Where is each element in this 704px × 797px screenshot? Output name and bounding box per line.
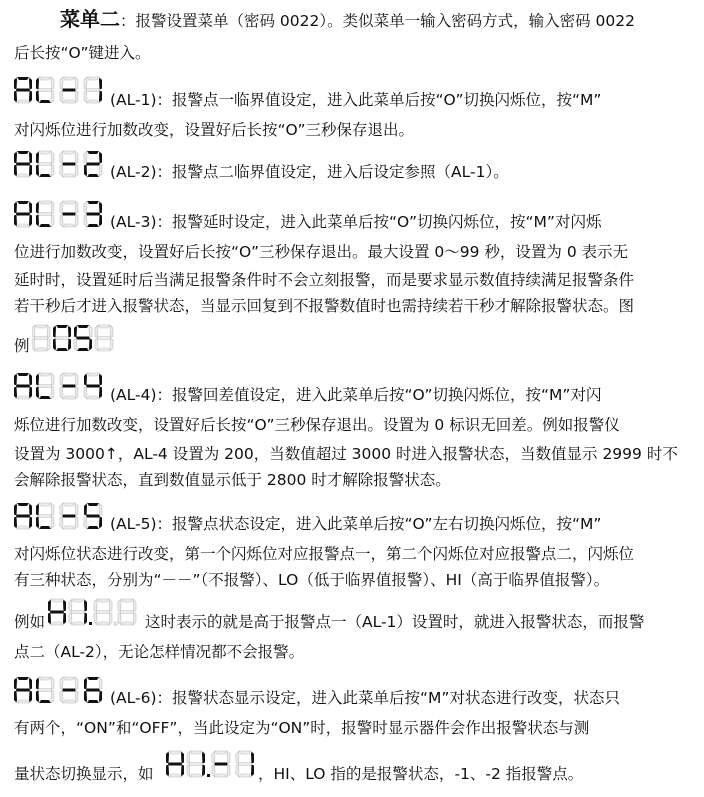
al-3-text-1: (AL-3)：报警延时设定，进入此菜单后按“O”切换闪烁位，按“M”对闪烁 <box>110 213 602 231</box>
al-5-text-1: (AL-5)：报警点状态设定，进入此菜单后按“O”左右切换闪烁位，按“M” <box>110 515 602 533</box>
al-2-text-1: (AL-2)：报警点二临界值设定，进入后设定参照（AL-1）。 <box>110 163 509 181</box>
menu-intro-text: ：报警设置菜单（密码 0022）。类似菜单一输入密码方式，输入密码 0022 <box>120 12 635 30</box>
display-al-3 <box>14 200 106 228</box>
al-3-text-5: 例 <box>14 337 30 355</box>
display-al-6 <box>14 676 106 704</box>
al-5-example-prefix: 例如 <box>14 613 46 631</box>
display-example-05 <box>32 324 116 352</box>
al-6-text-1: (AL-6)：报警状态显示设定，进入此菜单后按“M”对状态进行改变，状态只 <box>110 689 620 707</box>
al-3-text-2: 位进行加数改变，设置好后长按“O”三秒保存退出。最大设置 0～99 秒，设置为 0 表示无 <box>14 243 629 261</box>
menu-intro-line-1 <box>60 9 635 31</box>
al-5-example-text-1: 这时表示的就是高于报警点一（AL-1）设置时，就进入报警状态，而报警 <box>145 613 645 631</box>
al-3-text-4: 若干秒后才进入报警状态，当显示回复到不报警数值时也需持续若干秒才解除报警状态。图 <box>14 297 635 315</box>
menu-intro-line-2: 后长按“O”键进入。 <box>14 44 151 62</box>
al-4-text-1: (AL-4)：报警回差值设定，进入此菜单后按“O”切换闪烁位，按“M”对闪 <box>110 386 602 404</box>
al-4-text-3: 设置为 3000↑，AL-4 设置为 200，当数值超过 3000 时进入报警状态，当数值显示 2999 时不 <box>14 445 678 463</box>
display-al-4 <box>14 372 106 400</box>
al-6-text-3-suffix: ，HI、LO 指的是报警状态，-1、-2 指报警点。 <box>258 765 584 783</box>
al-6-text-2: 有两个，“ON”和“OFF”，当此设定为“ON”时，报警时显示器件会作出报警状态与测 <box>14 719 590 737</box>
al-1-text-2: 对闪烁位进行加数改变，设置好后长按“O”三秒保存退出。 <box>14 121 414 139</box>
display-example-hi <box>48 598 138 626</box>
display-al-2 <box>14 150 106 178</box>
menu-title: 菜单二 <box>60 7 120 31</box>
al-4-text-2: 烁位进行加数改变，设置好后长按“O”三秒保存退出。设置为 0 标识无回差。例如报警仪 <box>14 416 620 434</box>
al-5-example-text-2: 点二（AL-2），无论怎样情况都不会报警。 <box>14 643 305 661</box>
al-5-text-2: 对闪烁位状态进行改变，第一个闪烁位对应报警点一，第二个闪烁位对应报警点二，闪烁位 <box>14 545 635 563</box>
al-1-text-1: (AL-1)：报警点一临界值设定，进入此菜单后按“O”切换闪烁位，按“M” <box>110 91 602 109</box>
al-5-text-3: 有三种状态，分别为“－－”（不报警）、LO（低于临界值报警）、HI（高于临界值报警）。 <box>14 571 610 589</box>
al-6-text-3-prefix: 量状态切换显示，如 <box>14 765 154 783</box>
al-3-text-3: 延时时，设置延时后当满足报警条件时不会立刻报警，而是要求显示数值持续满足报警条件 <box>14 271 635 289</box>
display-example-hi-1 <box>166 750 256 778</box>
display-al-5 <box>14 502 106 530</box>
display-al-1 <box>14 76 106 104</box>
al-4-text-4: 会解除报警状态，直到数值显示低于 2800 时才解除报警状态。 <box>14 471 451 489</box>
